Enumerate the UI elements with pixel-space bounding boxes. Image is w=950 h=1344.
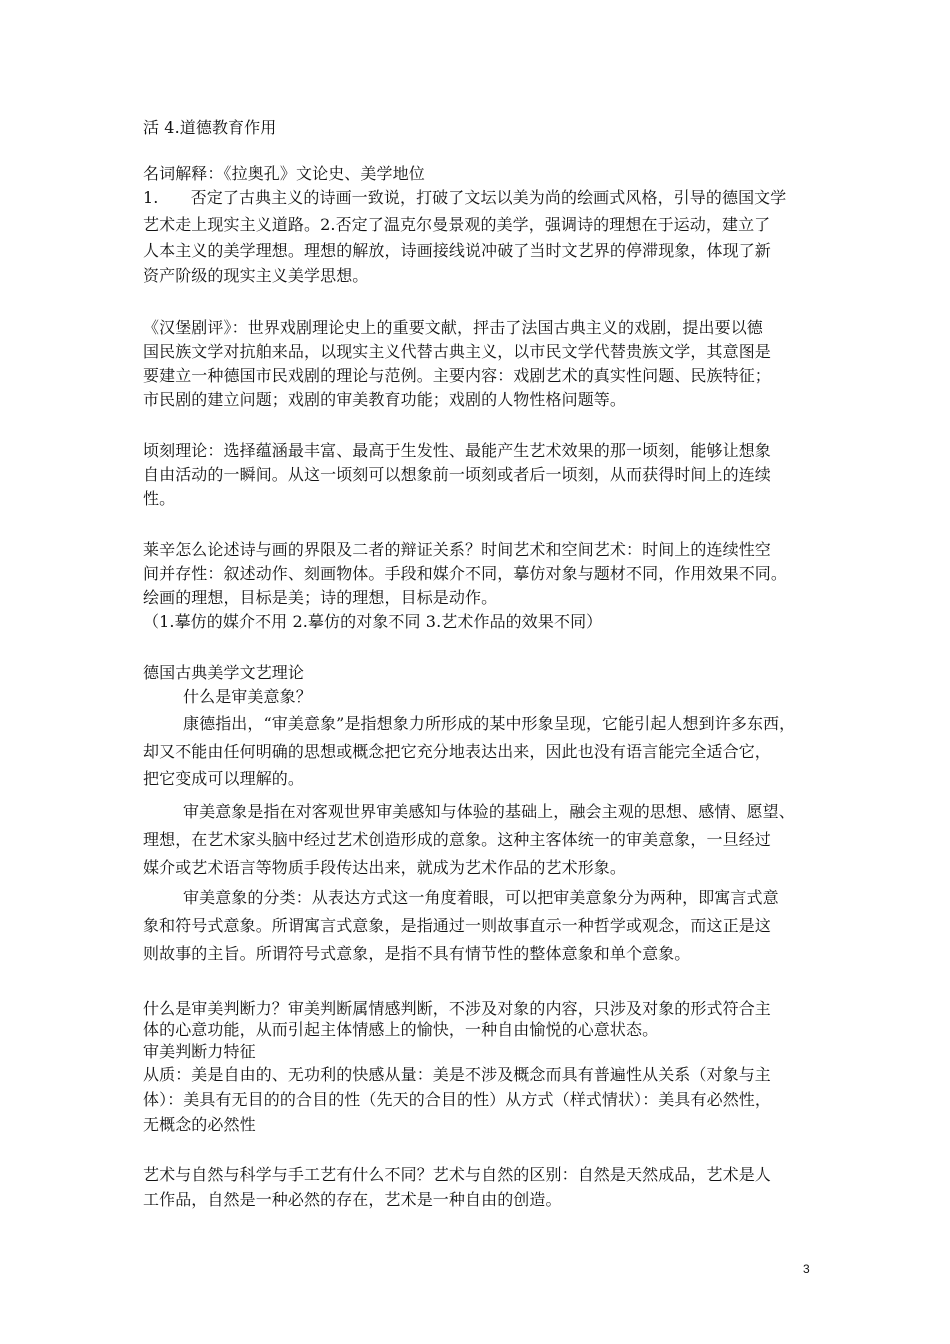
text-line: 什么是审美判断力？审美判断属情感判断，不涉及对象的内容，只涉及对象的形式符合主 — [143, 999, 771, 1018]
text-line: 活 4.道德教育作用 — [143, 118, 277, 137]
text-line: 人本主义的美学理想。理想的解放，诗画接线说冲破了当时文艺界的停滞现象，体现了新 — [143, 241, 771, 260]
text-line: 间并存性：叙述动作、刻画物体。手段和媒介不同，摹仿对象与题材不同，作用效果不同。 — [143, 564, 788, 583]
text-line: 自由活动的一瞬间。从这一顷刻可以想象前一顷刻或者后一顷刻，从而获得时间上的连续 — [143, 465, 771, 484]
text-line: 媒介或艺术语言等物质手段传达出来，就成为艺术作品的艺术形象。 — [143, 858, 627, 877]
text-line: 《汉堡剧评》：世界戏剧理论史上的重要文献，抨击了法国古典主义的戏剧，提出要以德 — [143, 318, 763, 337]
text-line: 体的心意功能，从而引起主体情感上的愉快，一种自由愉悦的心意状态。 — [143, 1020, 659, 1039]
text-line: 审美意象是指在对客观世界审美感知与体验的基础上，融会主观的思想、感情、愿望、 — [183, 802, 795, 821]
text-line: （1.摹仿的媒介不用 2.摹仿的对象不同 3.艺术作品的效果不同） — [143, 612, 603, 631]
text-line: 理想，在艺术家头脑中经过艺术创造形成的意象。这种主客体统一的审美意象，一旦经过 — [143, 830, 771, 849]
text-line: 什么是审美意象？ — [183, 687, 312, 706]
text-line: 却又不能由任何明确的思想或概念把它充分地表达出来，因此也没有语言能完全适合它， — [143, 742, 771, 761]
text-line: 1. 否定了古典主义的诗画一致说，打破了文坛以美为尚的绘画式风格，引导的德国文学 — [143, 188, 787, 207]
text-line: 艺术与自然与科学与手工艺有什么不同？艺术与自然的区别：自然是天然成品，艺术是人 — [143, 1165, 771, 1184]
text-line: 象和符号式意象。所谓寓言式意象，是指通过一则故事直示一种哲学或观念，而这正是这 — [143, 916, 771, 935]
text-line: 审美意象的分类：从表达方式这一角度着眼，可以把审美意象分为两种，即寓言式意 — [183, 888, 779, 907]
text-line: 工作品，自然是一种必然的存在，艺术是一种自由的创造。 — [143, 1190, 562, 1209]
text-line: 性。 — [143, 489, 176, 508]
text-line: 从质：美是自由的、无功利的快感从量：美是不涉及概念而具有普遍性从关系（对象与主 — [143, 1065, 771, 1084]
text-line: 则故事的主旨。所谓符号式意象，是指不具有情节性的整体意象和单个意象。 — [143, 944, 691, 963]
section-heading: 德国古典美学文艺理论 — [143, 663, 305, 682]
text-line: 审美判断力特征 — [143, 1042, 256, 1061]
text-line: 顷刻理论：选择蕴涵最丰富、最高于生发性、最能产生艺术效果的那一顷刻，能够让想象 — [143, 441, 771, 460]
text-line: 绘画的理想，目标是美；诗的理想，目标是动作。 — [143, 588, 498, 607]
text-line: 把它变成可以理解的。 — [143, 769, 305, 788]
text-line: 康德指出，“审美意象”是指想象力所形成的某中形象呈现，它能引起人想到许多东西， — [183, 714, 796, 733]
text-line: 资产阶级的现实主义美学思想。 — [143, 266, 369, 285]
text-line: 要建立一种德国市民戏剧的理论与范例。主要内容：戏剧艺术的真实性问题、民族特征； — [143, 366, 771, 385]
text-line: 市民剧的建立问题；戏剧的审美教育功能；戏剧的人物性格问题等。 — [143, 390, 627, 409]
text-line: 艺术走上现实主义道路。2.否定了温克尔曼景观的美学，强调诗的理想在于运动，建立了 — [143, 215, 771, 234]
text-line: 国民族文学对抗舶来品，以现实主义代替古典主义，以市民文学代替贵族文学，其意图是 — [143, 342, 771, 361]
page-number: 3 — [803, 1262, 810, 1276]
text-line: 莱辛怎么论述诗与画的界限及二者的辩证关系？时间艺术和空间艺术：时间上的连续性空 — [143, 540, 771, 559]
text-line: 无概念的必然性 — [143, 1115, 256, 1134]
text-line: 名词解释：《拉奥孔》文论史、美学地位 — [143, 164, 425, 183]
text-line: 体）：美具有无目的的合目的性（先天的合目的性）从方式（样式情状）：美具有必然性， — [143, 1090, 772, 1109]
